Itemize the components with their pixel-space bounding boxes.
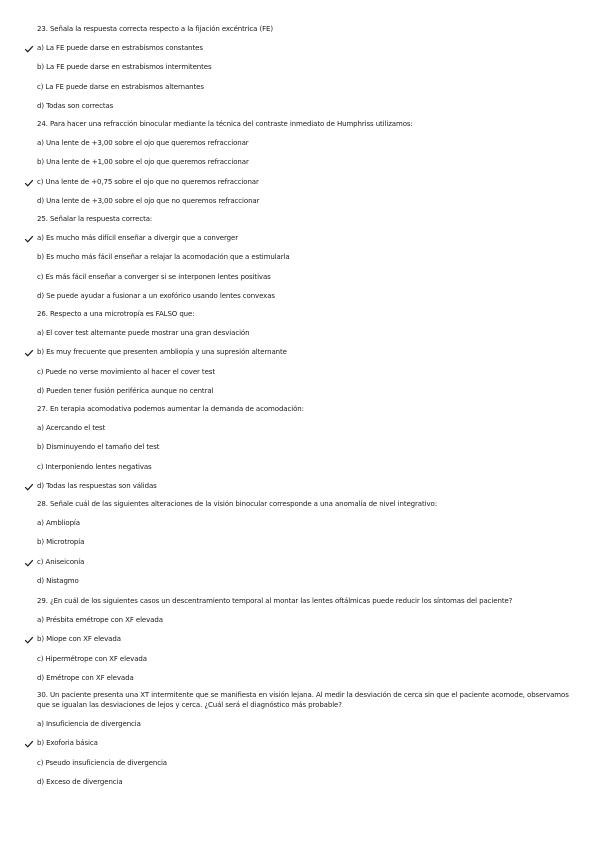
answer-option[interactable]: d) Una lente de +3,00 sobre el ojo que no queremos refraccionar — [37, 196, 260, 205]
answer-option[interactable]: b) Exoforia básica — [37, 739, 98, 748]
answer-option[interactable]: d) Todas son correctas — [37, 101, 114, 110]
answer-option[interactable]: c) Aniseiconía — [37, 557, 85, 566]
question-text: 27. En terapia acomodativa podemos aumentar la demanda de acomodación: — [37, 405, 304, 413]
answer-option[interactable]: a) La FE puede darse en estrabismos constantes — [37, 44, 203, 53]
checkmark-icon — [24, 558, 34, 568]
answer-option[interactable]: c) Pseudo insuficiencia de divergencia — [37, 758, 168, 767]
answer-option[interactable]: a) El cover test alternante puede mostrar una gran desviación — [37, 329, 250, 338]
question-text: 24. Para hacer una refracción binocular mediante la técnica del contraste inmediato de Humphriss utilizamos: — [37, 120, 413, 128]
answer-option[interactable]: b) Una lente de +1,00 sobre el ojo que queremos refraccionar — [37, 158, 249, 167]
answer-option[interactable]: b) Microtropía — [37, 538, 85, 547]
answer-option[interactable]: c) Una lente de +0,75 sobre el ojo que no queremos refraccionar — [37, 177, 259, 186]
answer-option[interactable]: c) Hipermétrope con XF elevada — [37, 654, 147, 663]
answer-option[interactable]: d) Todas las respuestas son válidas — [37, 481, 157, 490]
question-text: 28. Señale cuál de las siguientes alteraciones de la visión binocular corresponde a una anomalía de nivel integrativo: — [37, 500, 437, 508]
answer-option[interactable]: c) Interponiendo lentes negativas — [37, 462, 152, 471]
question-text: 26. Respecto a una microtropía es FALSO que: — [37, 310, 195, 318]
answer-option[interactable]: b) Disminuyendo el tamaño del test — [37, 443, 160, 452]
answer-option[interactable]: a) Insuficiencia de divergencia — [37, 720, 141, 729]
answer-option[interactable]: b) La FE puede darse en estrabismos intermitentes — [37, 63, 212, 72]
checkmark-icon — [24, 635, 34, 645]
answer-option[interactable]: a) Una lente de +3,00 sobre el ojo que queremos refraccionar — [37, 139, 249, 148]
checkmark-icon — [24, 482, 34, 492]
answer-option[interactable]: c) Es más fácil enseñar a converger si se interponen lentes positivas — [37, 272, 271, 281]
question-text: 30. Un paciente presenta una XT intermitente que se manifiesta en visión lejana. Al medir la desviación de cerca sin que el paciente acomode, observamos que se igualan las desviaciones de lejos y cerca. ¿Cuál será el diagnóstico más probable? — [37, 691, 569, 709]
answer-option[interactable]: a) Présbita emétrope con XF elevada — [37, 616, 163, 625]
answer-option[interactable]: d) Emétrope con XF elevada — [37, 673, 134, 682]
answer-option[interactable]: d) Pueden tener fusión periférica aunque no central — [37, 386, 214, 395]
checkmark-icon — [24, 44, 34, 54]
answer-option[interactable]: a) Es mucho más difícil enseñar a divergir que a converger — [37, 234, 238, 243]
checkmark-icon — [24, 739, 34, 749]
answer-option[interactable]: c) Puede no verse movimiento al hacer el cover test — [37, 367, 215, 376]
question-text: 29. ¿En cuál de los siguientes casos un descentramiento temporal al montar las lentes oftálmicas puede reducir los síntomas del paciente? — [37, 597, 513, 605]
answer-option[interactable]: c) La FE puede darse en estrabismos alternantes — [37, 82, 204, 91]
checkmark-icon — [24, 178, 34, 188]
answer-option[interactable]: b) Miope con XF elevada — [37, 635, 121, 644]
answer-option[interactable]: b) Es mucho más fácil enseñar a relajar la acomodación que a estimularla — [37, 253, 290, 262]
answer-option[interactable]: d) Exceso de divergencia — [37, 777, 123, 786]
answer-option[interactable]: b) Es muy frecuente que presenten ambliopía y una supresión alternante — [37, 348, 287, 357]
checkmark-icon — [24, 234, 34, 244]
question-text: 25. Señalar la respuesta correcta: — [37, 215, 153, 223]
answer-option[interactable]: a) Ambliopía — [37, 519, 80, 528]
answer-option[interactable]: d) Nistagmo — [37, 576, 79, 585]
answer-option[interactable]: d) Se puede ayudar a fusionar a un exofórico usando lentes convexas — [37, 291, 275, 300]
answer-option[interactable]: a) Acercando el test — [37, 424, 106, 433]
checkmark-icon — [24, 348, 34, 358]
question-text: 23. Señala la respuesta correcta respecto a la fijación excéntrica (FE) — [37, 25, 273, 33]
